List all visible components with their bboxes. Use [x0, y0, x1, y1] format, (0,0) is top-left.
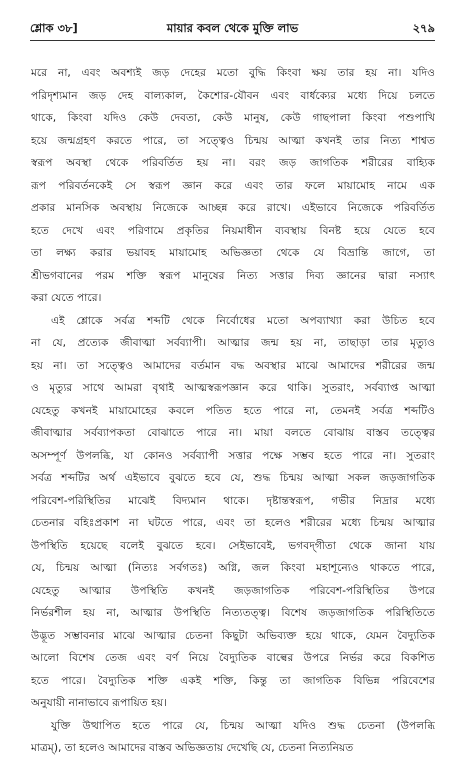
page-number: ২৭৯: [412, 21, 435, 35]
text-line: আলো বিশেষ তেজ এবং বর্ণ নিয়ে বৈদ্যুতিক বাল্বের উপরে নির্ভর করে বিকশিত: [31, 651, 435, 664]
chapter-title: মায়ার কবল থেকে মুক্তি লাভ: [166, 21, 299, 35]
verse-reference: শ্লোক ৩৮]: [30, 21, 78, 35]
body-text: [31, 62, 435, 760]
text-line: রূপ পরিবর্তনকেই সে স্বরূপ জ্ঞান করে এবং তার ফলে মায়ামোহ নামে এক: [31, 178, 435, 192]
text-line: ও মৃত্যুর সাথে আমরা বৃথাই আত্মস্বরূপজ্ঞান করে থাকি। সুতরাং, সর্বব্যাপ্ত আত্মা: [31, 381, 435, 394]
text-line: অসম্পূর্ণ উপলব্ধি, যা কোনও সর্বব্যাপী সত্তার পক্ষে সম্ভব হতে পারে না। সুতরাং: [31, 448, 435, 462]
text-line: পরিবেশ-পরিস্থিতির মাঝেই বিদ্যমান থাকে। দৃষ্টান্তস্বরূপ, গভীর নিদ্রার মধ্যে: [31, 493, 435, 507]
text-line: হতে পারে। বৈদ্যুতিক শক্তি একই শক্তি, কিন্তু তা জাগতিক বিভিন্ন পরিবেশের: [31, 673, 435, 687]
text-line: থাকে, কিংবা যদিও কেউ দেবতা, কেউ মানুষ, কেউ গাছপালা কিংবা পশুপাখি: [31, 111, 435, 124]
text-line: প্রকার মানসিক অবস্থায় নিজেকে আচ্ছন্ন করে রাখে। এইভাবে নিজেকে পরিবর্তিত: [31, 201, 435, 214]
text-line: তা লক্ষ্য করার ভয়াবহ মায়ামোহ অভিজ্ঞতা থেকে যে বিভ্রান্তি জাগে, তা: [31, 246, 435, 259]
text-line: সর্বত্র শব্দটির অর্থ এইভাবে বুঝতে হবে যে, শুদ্ধ চিন্ময় আত্মা সকল জড়জাগতিক: [31, 471, 435, 484]
text-line: পরিদৃশ্যমান জড় দেহ বাল্যকাল, কৈশোর-যৌবন এবং বার্ধক্যের মধ্যে দিয়ে চলতে: [31, 88, 435, 102]
text-line: উদ্ভূত সম্ভাবনার মাঝে আত্মার চেতনা কিছুটা অভিব্যক্ত হয়ে থাকে, যেমন বৈদ্যুতিক: [31, 628, 435, 642]
text-line: স্বরূপ অবস্থা থেকে পরিবর্তিত হয় না। বরং জড় জাগতিক শরীরের বাহ্যিক: [31, 156, 435, 169]
text-line: মরে না, এবং অবশ্যই জড় দেহের মতো বুদ্ধি কিংবা ক্ষয় তার হয় না। যদিও: [31, 66, 435, 79]
text-line: নির্ভরশীল হয় না, আত্মার উপস্থিতি নিত্যতত্ত্ব। বিশেষ জড়জাগতিক পরিস্থিতিতে: [31, 606, 435, 619]
text-line: যেহেতু আত্মার উপস্থিতি কখনই জড়জাগতিক পরিবেশ-পরিস্থিতির উপরে: [31, 583, 435, 597]
text-line: মাত্রম্), তা হলেও আমাদের বাস্তব অভিজ্ঞতায় দেখেছি যে, চেতনা নিত্যনিয়ত: [31, 741, 354, 754]
header-rule: [30, 40, 435, 41]
text-line: এই শ্লোকে সর্বত্র শব্দটি থেকে নির্বোধের মতো অপব্যাখ্যা করা উচিত হবে: [51, 313, 435, 327]
text-line: যে, চিন্ময় আত্মা (নিত্যঃ সর্বগতঃ) অগ্নি, জল কিংবা মহাশূন্যেও থাকতে পারে,: [31, 561, 435, 574]
text-line: হয় না। তা সত্ত্বেও আমাদের বর্তমান বদ্ধ অবস্থার মাঝে আমাদের শরীরের জন্ম: [31, 358, 435, 372]
running-header: [30, 20, 435, 38]
text-line: না যে, প্রত্যেক জীবাত্মা সর্বব্যাপী। আত্মার জন্ম হয় না, তাছাড়া তার মৃত্যুও: [31, 336, 435, 349]
text-line: হয়ে জন্মগ্রহণ করতে পারে, তা সত্ত্বেও চিন্ময় আত্মা কখনই তার নিত্য শাশ্বত: [31, 133, 435, 147]
text-line: অনুযায়ী নানাভাবে রূপায়িত হয়।: [31, 696, 167, 709]
text-line: হতে দেখে এবং পরিণামে প্রকৃতির নিয়মাধীন ব্যবস্থায় বিনষ্ট হয়ে যেতে হবে: [31, 223, 435, 237]
text-line: যুক্তি উত্থাপিত হতে পারে যে, চিন্ময় আত্মা যদিও শুদ্ধ চেতনা (উপলব্ধি: [51, 718, 435, 732]
text-line: যেহেতু কখনই মায়ামোহের কবলে পতিত হতে পারে না, তেমনই সর্বত্র শব্দটিও: [31, 403, 435, 417]
text-line: করা যেতে পারে।: [31, 291, 102, 304]
text-line: শ্রীভগবানের পরম শক্তি স্বরূপ মানুষের নিত্য সত্তার দিব্য জ্ঞানের দ্বারা নস্যাৎ: [31, 268, 435, 282]
text-line: উপস্থিতি হয়েছে বলেই বুঝতে হবে। সেইভাবেই, ভগবদ্‌গীতা থেকে জানা যায়: [31, 538, 435, 552]
text-line: জীবাত্মার সর্বব্যাপকতা বোঝাতে পারে না। মায়া বলতে বোঝায় বাস্তব তত্ত্বের: [31, 426, 435, 439]
text-line: চেতনার বহিঃপ্রকাশ না ঘটতে পারে, এবং তা হলেও শরীরের মধ্যে চিন্ময় আত্মার: [31, 516, 435, 529]
